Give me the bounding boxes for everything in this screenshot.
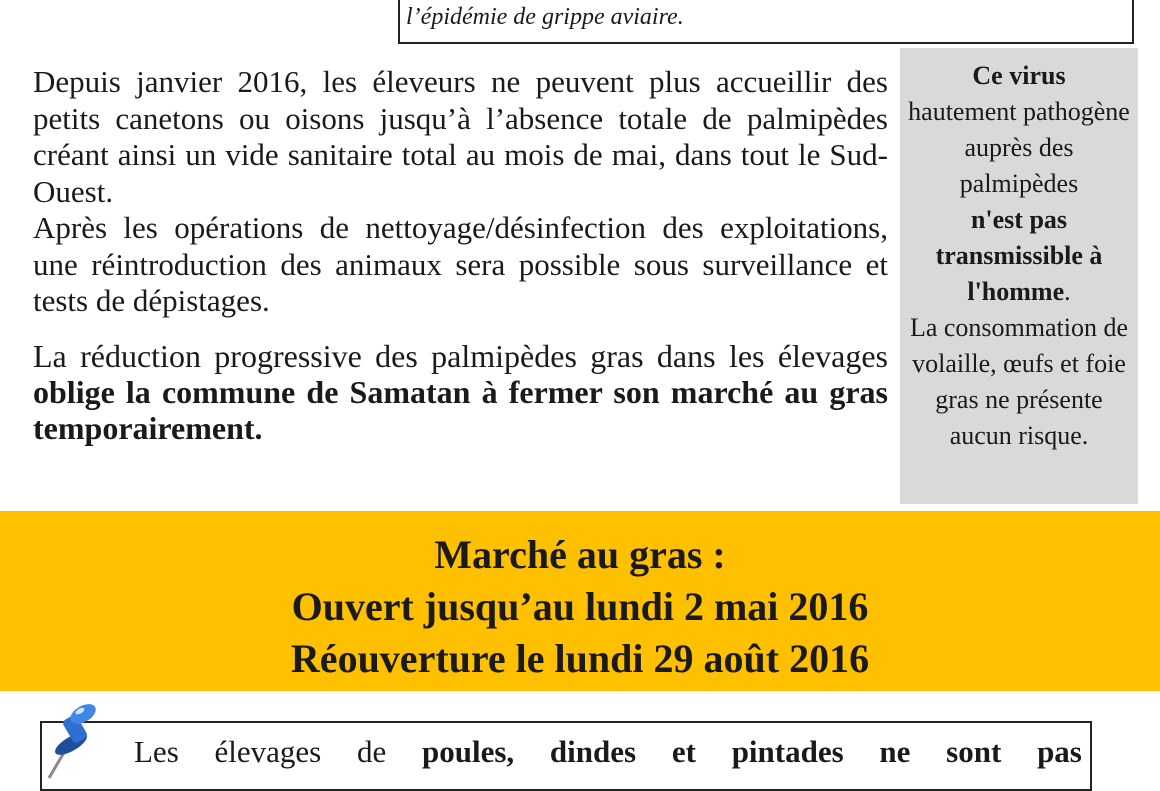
banner-open-until: Ouvert jusqu’au lundi 2 mai 2016 [291,584,869,629]
bottom-notice-line [134,735,1082,769]
bottom-notice-box [40,721,1092,791]
word: Les [134,734,179,769]
top-box-caption: l’épidémie de grippe aviaire. [406,4,684,30]
word-bold: et [671,734,696,769]
word-bold: poules, [422,734,515,769]
word-bold: ne [879,734,911,769]
banner-title: Marché au gras : [434,532,726,577]
sidebar-bold-virus: Ce virus [972,61,1066,90]
word: élevages [214,734,322,769]
sidebar-text-consommation: La consommation de volaille, œufs et foie gras ne présente aucun risque. [909,313,1129,450]
top-info-box [398,0,1134,44]
word-bold: pas [1037,734,1082,769]
paragraph-reintroduction: Après les opérations de nettoyage/désinfection des exploitations, une réintroduction des animaux sera possible sous surveillance et tests de dépistages. [33,210,888,318]
fermeture-bold: oblige la commune de Samatan à fermer son marché au gras temporairement. [33,373,888,446]
fermeture-intro: La réduction progressive des palmipèdes gras dans les élevages [33,337,888,374]
sidebar-dot: . [1064,277,1071,306]
banner-reopening: Réouverture le lundi 29 août 2016 [290,636,870,681]
sidebar-text-pathogene: hautement pathogène auprès des palmipèdes [908,97,1130,198]
sidebar-bold-transmissible: n'est pas transmissible à l'homme [935,205,1103,306]
paragraph-fermeture [33,338,888,446]
main-article [33,64,888,446]
virus-info-sidebar [900,48,1138,504]
paragraph-eleveurs: Depuis janvier 2016, les éleveurs ne peuvent plus accueillir des petits canetons ou oisons jusqu’à l’absence totale de palmipèdes créant ainsi un vide sanitaire total au mois de mai, dans tout le Sud-Ouest. [33,64,888,209]
word-bold: dindes [549,734,637,769]
marche-banner [0,511,1160,691]
word: de [356,734,387,769]
word-bold: pintades [731,734,844,769]
word-bold: sont [946,734,1002,769]
pushpin-icon [35,700,105,780]
